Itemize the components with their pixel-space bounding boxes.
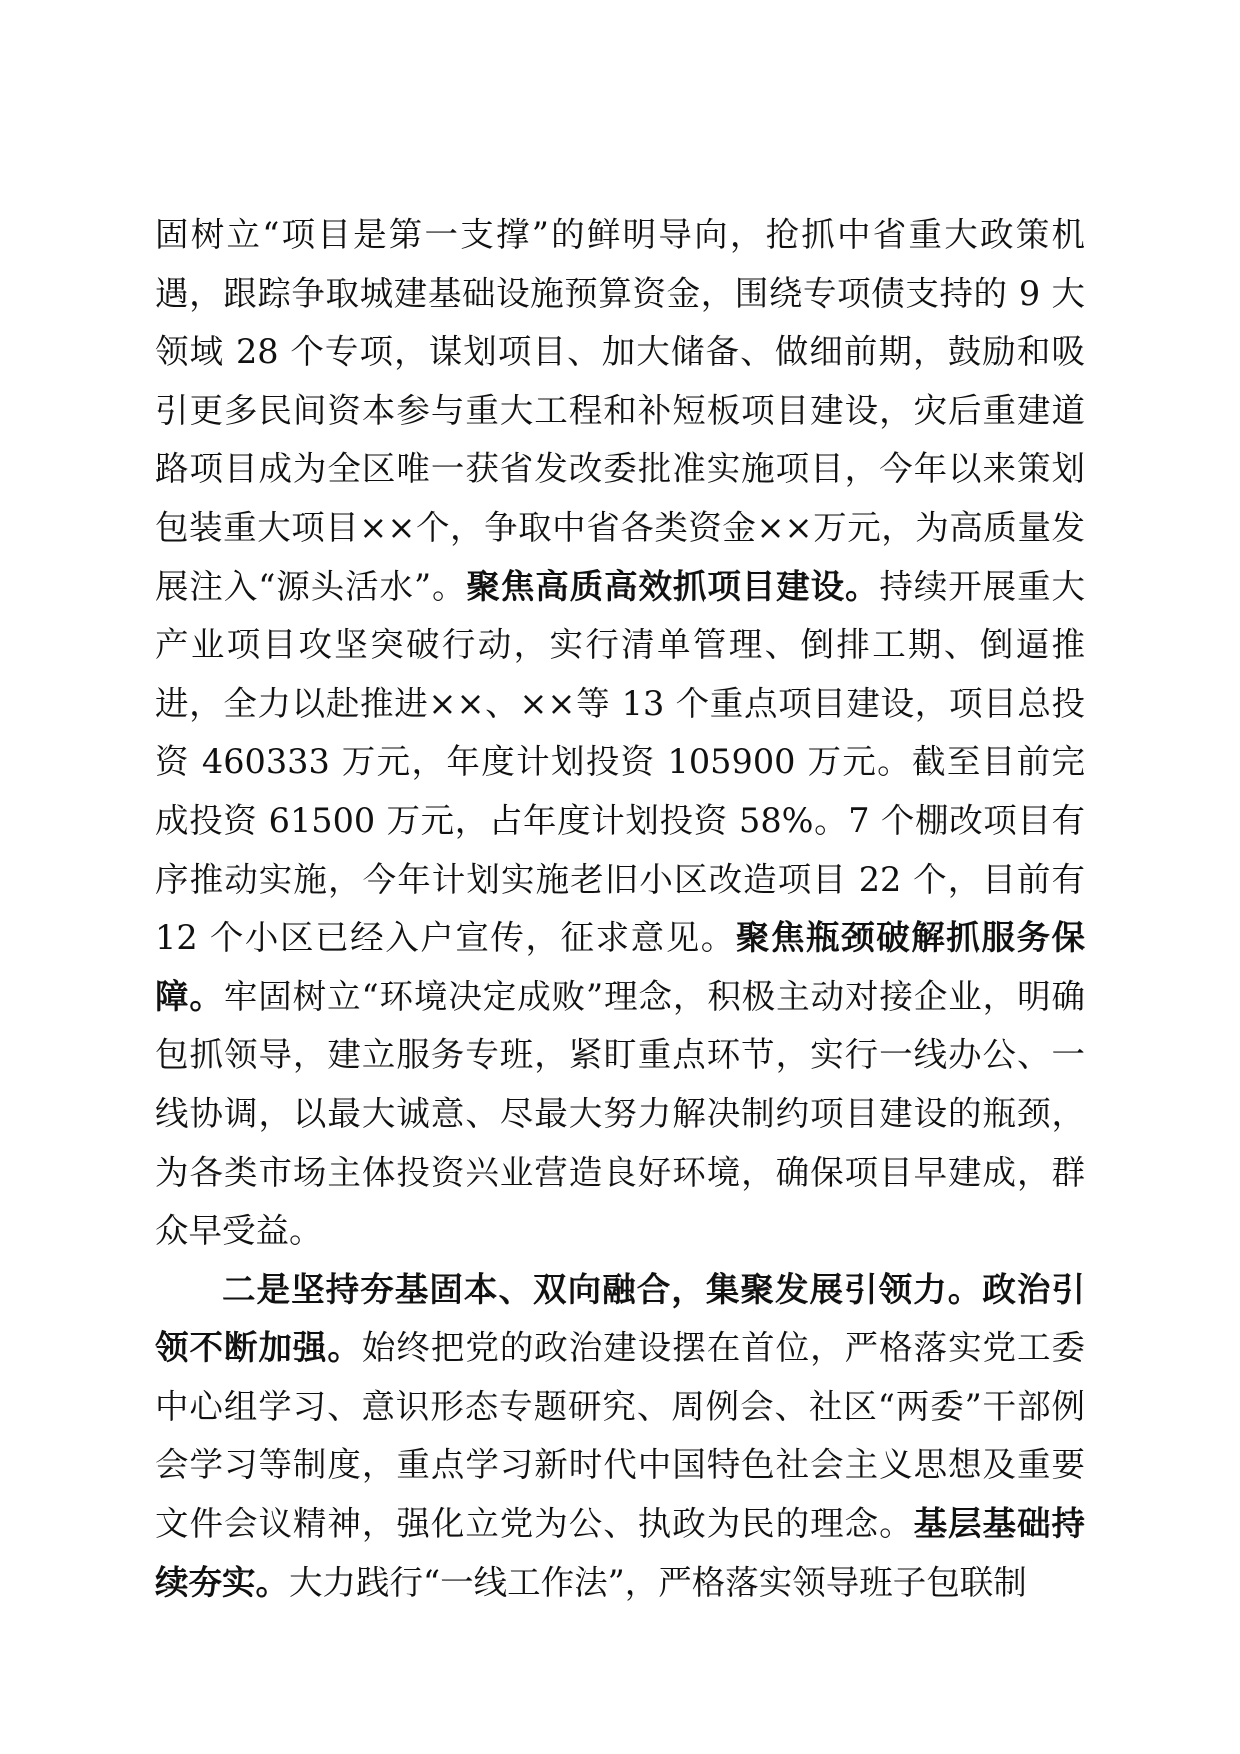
text-run: 持续开展重大产业项目攻坚突破行动，实行清单管理、倒排工期、倒逼推进，全力以赴推进××、××等 13 个重点项目建设，项目总投资 460333 万元，年度计划投资 105900 万元。截至目前完成投资 61500 万元，占年度计划投资 58%。7 个棚改项目有序推动实施，今年计划实施老旧小区改造项目 22 个，目前有 12 个小区已经入户宣传，征求意见。	[155, 566, 1086, 958]
bold-heading-run: 聚焦瓶颈破解抓服务保障。	[155, 918, 1086, 1016]
text-run: 大力践行“一线工作法”，严格落实领导班子包联制	[289, 1562, 1027, 1602]
bold-heading-run: 聚焦高质高效抓项目建设。	[466, 566, 880, 606]
paragraph	[155, 1261, 1085, 1613]
text-run: 始终把党的政治建设摆在首位，严格落实党工委中心组学习、意识形态专题研究、周例会、社区“两委”干部例会学习等制度，重点学习新时代中国特色社会主义思想及重要文件会议精神，强化立党为公、执政为民的理念。	[155, 1328, 1086, 1544]
paragraph	[155, 206, 1085, 1261]
text-run: 牢固树立“环境决定成败”理念，积极主动对接企业，明确包抓领导，建立服务专班，紧盯重点环节，实行一线办公、一线协调，以最大诚意、尽最大努力解决制约项目建设的瓶颈，为各类市场主体投资兴业营造良好环境，确保项目早建成，群众早受益。	[155, 976, 1085, 1251]
bold-heading-run: 基层基础持续夯实。	[155, 1504, 1086, 1602]
text-run: 固树立“项目是第一支撑”的鲜明导向，抢抓中省重大政策机遇，跟踪争取城建基础设施预算资金，围绕专项债支持的 9 大领域 28 个专项，谋划项目、加大储备、做细前期，鼓励和吸引更多民间资本参与重大工程和补短板项目建设，灾后重建道路项目成为全区唯一获省发改委批准实施项目，今年以来策划包装重大项目××个，争取中省各类资金××万元，为高质量发展注入“源头活水”。	[155, 215, 1085, 606]
bold-heading-run: 二是坚持夯基固本、双向融合，集聚发展引领力。政治引领不断加强。	[155, 1269, 1085, 1368]
document-body	[155, 206, 1085, 1612]
